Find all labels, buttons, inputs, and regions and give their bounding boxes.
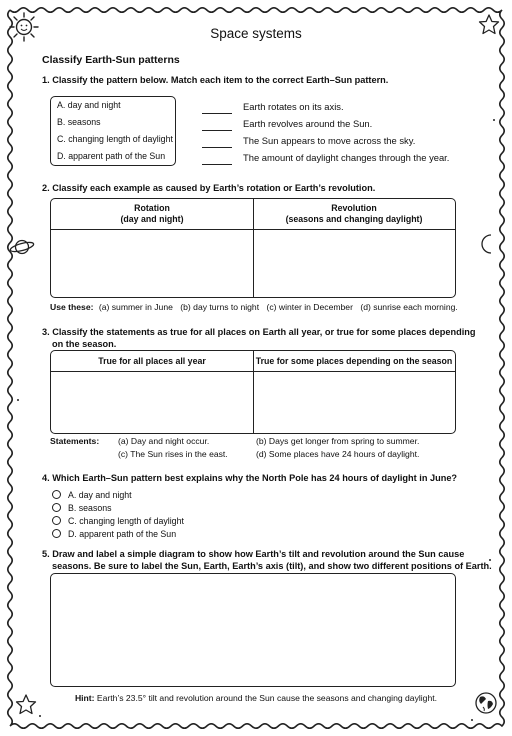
q3-prompt-line1: 3. Classify the statements as true for all places on Earth all year, or true for some places depending: [42, 327, 476, 337]
radio-circle[interactable]: [52, 490, 61, 499]
q1-item: A. day and night: [57, 100, 121, 110]
q2-use-these: [50, 302, 458, 312]
q5-prompt-line2: seasons. Be sure to label the Sun, Earth, Earth’s axis (tilt), and show two different positions of Earth.: [52, 561, 492, 571]
page-title: Space systems: [210, 26, 302, 41]
q3-prompt-line2: on the season.: [52, 339, 117, 349]
hint-label: Hint:: [74, 693, 95, 703]
moon-icon: [482, 235, 491, 253]
q4-prompt: 4. Which Earth–Sun pattern best explains why the North Pole has 24 hours of daylight in June?: [42, 473, 458, 483]
hint: [0, 693, 512, 703]
q4-option-label: C. changing length of daylight: [68, 516, 184, 526]
q1-prompt: 1. Classify the pattern below. Match each item to the correct Earth–Sun pattern.: [42, 75, 389, 85]
hint-text: Earth’s 23.5° tilt and revolution around the Sun cause the seasons and changing daylight.: [96, 693, 438, 703]
q3-statement: (c) The Sun rises in the east.: [118, 449, 228, 459]
use-these-label: Use these:: [50, 302, 94, 312]
revolution-answer-cell[interactable]: [256, 231, 453, 293]
q2-col1-subtitle: (day and night): [120, 214, 184, 224]
q5-prompt: [42, 548, 492, 572]
use-item: (c) winter in December: [266, 302, 353, 312]
q4-option[interactable]: [52, 529, 176, 539]
q3-col2-title: True for some places depending on the season: [255, 356, 453, 366]
radio-circle[interactable]: [52, 516, 61, 525]
q1-item: B. seasons: [57, 117, 101, 127]
q4-option-label: A. day and night: [68, 490, 132, 500]
q3-table: [50, 350, 456, 434]
radio-circle[interactable]: [52, 503, 61, 512]
use-item: (b) day turns to night: [180, 302, 260, 312]
statements-label: Statements:: [50, 436, 100, 446]
rotation-answer-cell[interactable]: [53, 231, 251, 293]
q4-option-label: D. apparent path of the Sun: [68, 529, 177, 539]
q1-item-box: [50, 96, 176, 166]
all-places-answer-cell[interactable]: [53, 373, 251, 431]
q4-option[interactable]: [52, 516, 184, 526]
q1-item: D. apparent path of the Sun: [57, 151, 166, 161]
answer-blank[interactable]: [202, 130, 232, 131]
q2-col2-title: Revolution: [331, 203, 377, 213]
q1-statement: Earth rotates on its axis.: [243, 101, 344, 112]
q3-statement: (b) Days get longer from spring to summer.: [256, 436, 420, 446]
q1-statement: The amount of daylight changes through the year.: [243, 152, 450, 163]
q4-option[interactable]: [52, 503, 112, 513]
saturn-icon: [10, 241, 35, 254]
q4-option[interactable]: [52, 490, 132, 500]
use-item: (d) sunrise each morning.: [360, 302, 458, 312]
q2-col2-subtitle: (seasons and changing daylight): [285, 214, 423, 224]
q3-col1-title: True for all places all year: [98, 356, 206, 366]
some-places-answer-cell[interactable]: [256, 373, 453, 431]
answer-blank[interactable]: [202, 164, 232, 165]
q2-col1-title: Rotation: [134, 203, 170, 213]
answer-blank[interactable]: [202, 113, 232, 114]
q1-item: C. changing length of daylight: [57, 134, 173, 144]
q5-prompt-line1: 5. Draw and label a simple diagram to show how Earth’s tilt and revolution around the Sun cause: [42, 549, 465, 559]
q3-statement: (d) Some places have 24 hours of daylight.: [256, 449, 420, 459]
q3-statement: (a) Day and night occur.: [118, 436, 210, 446]
q4-option-label: B. seasons: [68, 503, 112, 513]
q2-prompt: 2. Classify each example as caused by Earth’s rotation or Earth’s revolution.: [42, 183, 376, 193]
use-item: (a) summer in June: [98, 302, 173, 312]
q3-prompt: [42, 326, 476, 350]
diagram-drawing-area[interactable]: [50, 573, 456, 687]
q1-statement: The Sun appears to move across the sky.: [243, 135, 416, 146]
q2-table: [50, 198, 456, 298]
radio-circle[interactable]: [52, 529, 61, 538]
answer-blank[interactable]: [202, 147, 232, 148]
q1-statement: Earth revolves around the Sun.: [243, 118, 373, 129]
worksheet-subtitle: Classify Earth-Sun patterns: [42, 54, 180, 66]
